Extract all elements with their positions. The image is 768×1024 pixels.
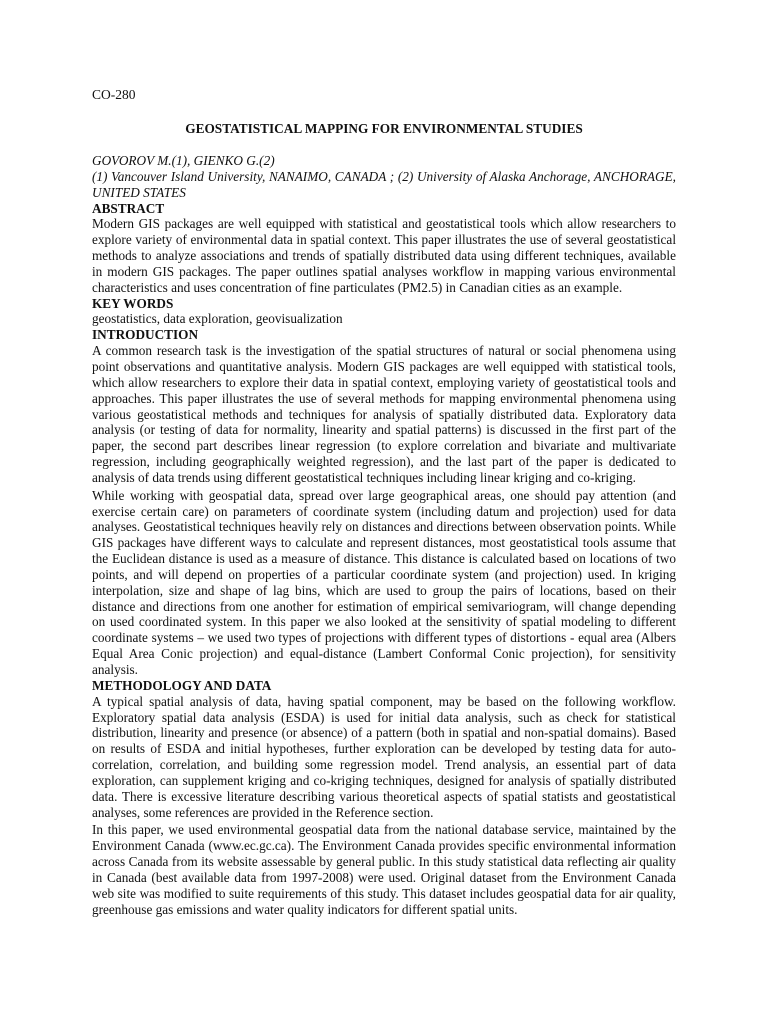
methodology-paragraph-2: In this paper, we used environmental geospatial data from the national database service, maintained by the Environment Canada (www.ec.gc.ca). The Environment Canada provides specific environmental information across Canada from its website assessable by general public. In this study statistical data reflecting air quality in Canada (best available data from 1997-2008) were used. Original dataset from the Environment Canada web site was modified to suite requirements of this study. This dataset includes geospatial data for air quality, greenhouse gas emissions and water quality indicators for different spatial units. xyxy=(92,822,676,917)
affiliation: (1) Vancouver Island University, NANAIMO, CANADA ; (2) University of Alaska Anchorage, ANCHORAGE, UNITED STATES xyxy=(92,168,676,200)
methodology-paragraph-1: A typical spatial analysis of data, having spatial component, may be based on the following workflow. Exploratory spatial data analysis (ESDA) is used for initial data analysis, such as check for statistical distribution, linearity and presence (or absence) of a pattern (both in spatial and non-spatial domains). Based on results of ESDA and initial hypotheses, further exploration can be developed by testing data for auto-correlation, correlation, and building some regression model. Trend analysis, an essential part of data exploration, can supplement kriging and co-kriging techniques, designed for analysis of spatially distributed data. There is excessive literature describing various theoretical aspects of spatial statists and geostatistical analyses, some references are provided in the Reference section. xyxy=(92,693,676,820)
paper-title: GEOSTATISTICAL MAPPING FOR ENVIRONMENTAL STUDIES xyxy=(185,121,583,136)
methodology-heading: METHODOLOGY AND DATA xyxy=(92,677,272,693)
abstract-heading: ABSTRACT xyxy=(92,200,165,216)
paper-body xyxy=(92,153,676,918)
keywords-heading: KEY WORDS xyxy=(92,295,174,311)
abstract-text: Modern GIS packages are well equipped with statistical and geostatistical tools which allow researchers to explore variety of environmental data in spatial context. This paper illustrates the use of several geostatistical methods to analyze associations and trends of spatially distributed data using different techniques, available in modern GIS packages. The paper outlines spatial analyses workflow in mapping various environmental characteristics and uses concentration of fine particulates (PM2.5) in Canadian cities as an example. xyxy=(92,216,676,295)
introduction-heading: INTRODUCTION xyxy=(92,327,199,343)
paper-code: CO-280 xyxy=(92,87,136,102)
keywords-text: geostatistics, data exploration, geovisualization xyxy=(92,311,343,327)
introduction-paragraph-2: While working with geospatial data, spread over large geographical areas, one should pay attention (and exercise certain care) on parameters of coordinate system (including datum and projection) used for data analyses. Geostatistical techniques heavily rely on distances and directions between observation points. While GIS packages have different ways to calculate and represent distances, most geostatistical tools assume that the Euclidean distance is used as a measure of distance. This distance is calculated based on locations of two points, and will depend on properties of a particular coordinate system (and projection) used. In kriging interpolation, size and shape of lag bins, which are used to group the pairs of locations, based on their distance and directions from one another for estimation of empirical semivariogram, will change depending on used coordinated system. In this paper we also looked at the sensitivity of spatial modeling to different coordinate systems – we used two types of projections with different types of distortions - equal area (Albers Equal Area Conic projection) and equal-distance (Lambert Conformal Conic projection), for sensitivity analysis. xyxy=(92,487,676,677)
introduction-paragraph-1: A common research task is the investigation of the spatial structures of natural or social phenomena using point observations and quantitative analysis. Modern GIS packages are well equipped with statistical tools, which allow researchers to explore their data in spatial context, employing variety of geostatistical tools and approaches. This paper illustrates the use of several methods for mapping environmental phenomena using various geostatistical methods and techniques for analysis of spatially distributed data. Exploratory data analysis (or testing of data for normality, linearity and spatial patterns) is discussed in the first part of the paper, the second part describes linear regression (to explore correlation and bivariate and multivariate regression, including geographically weighted regression), and the last part of the paper is dedicated to analysis of data trends using different geostatistical techniques including linear kriging and co-kriging. xyxy=(92,343,676,485)
authors: GOVOROV M.(1), GIENKO G.(2) xyxy=(92,153,275,168)
